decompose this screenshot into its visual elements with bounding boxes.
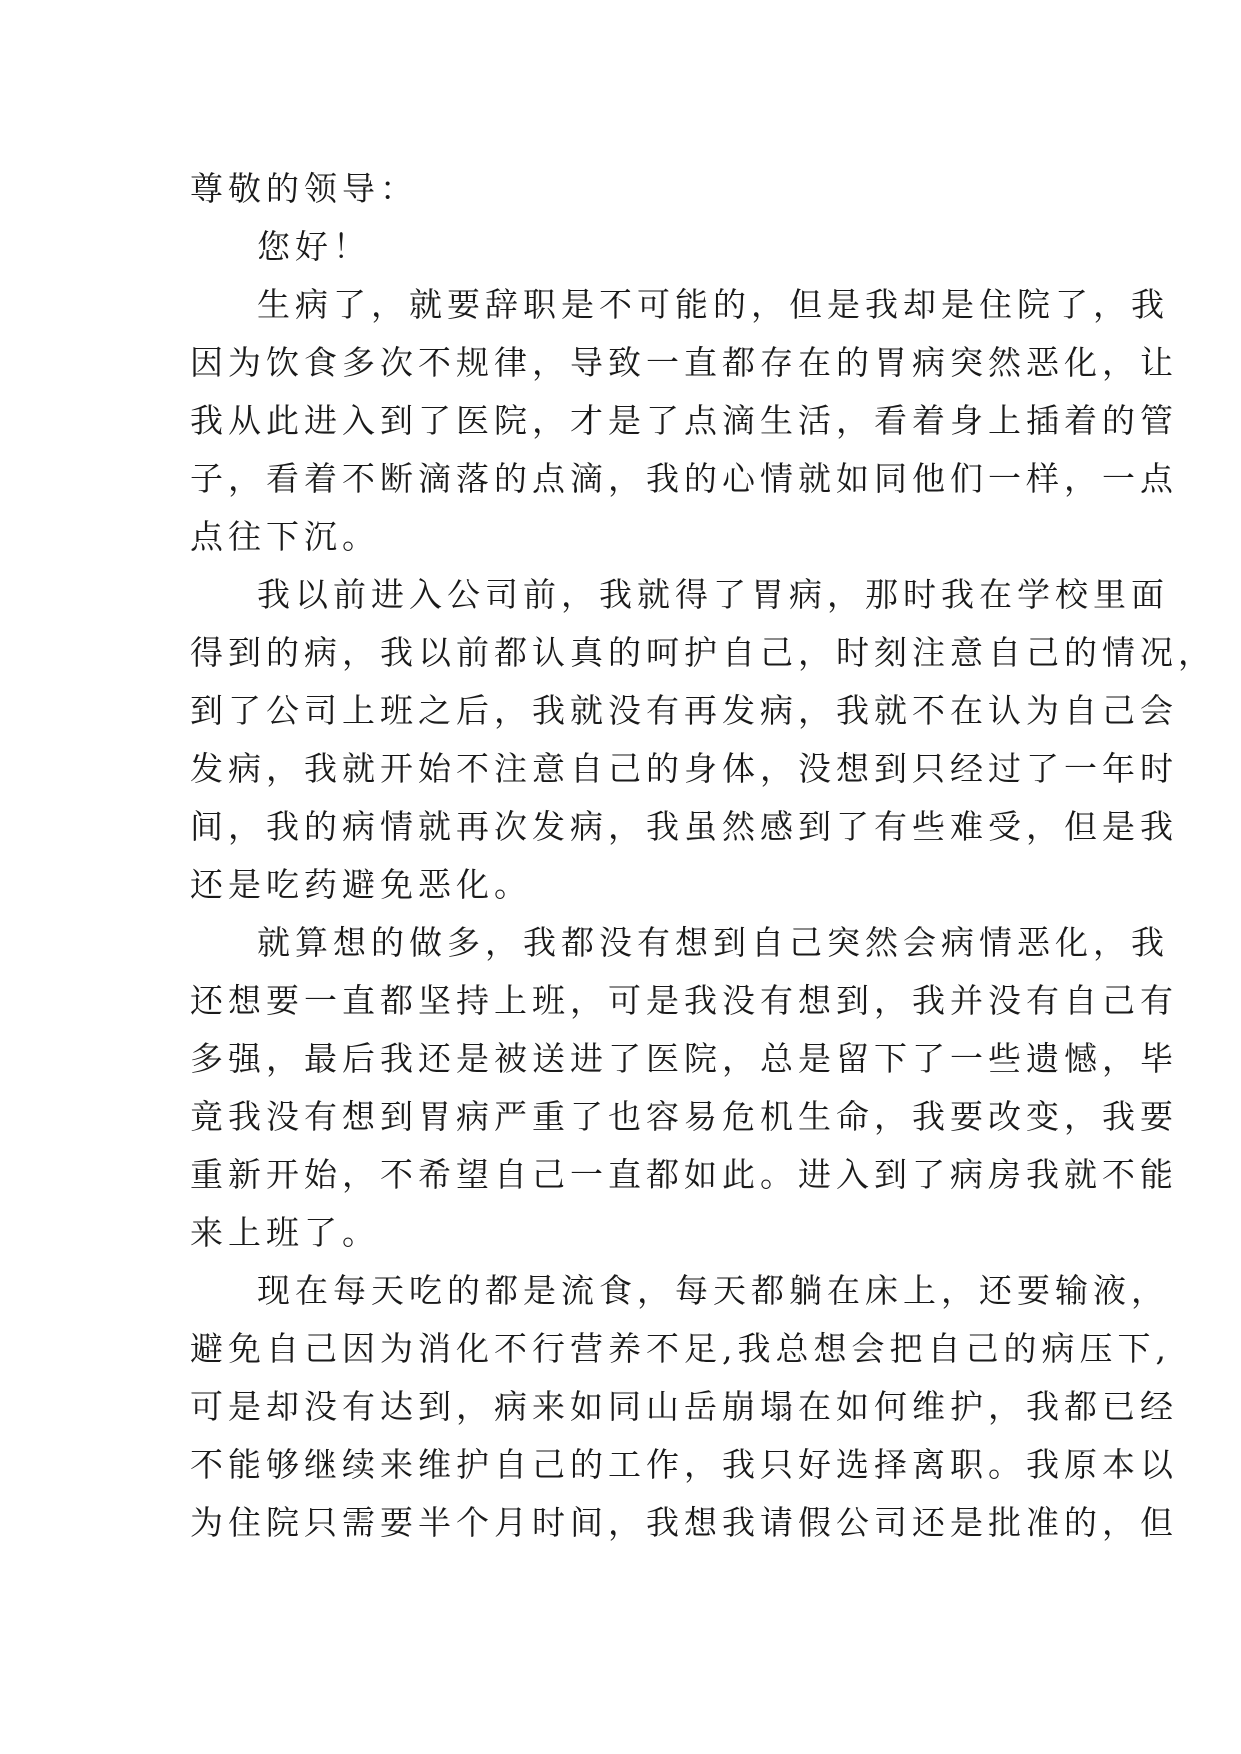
paragraph-4 — [190, 1262, 1178, 1552]
paragraph-line: 多强，最后我还是被送进了医院，总是留下了一些遗憾，毕 — [190, 1039, 1178, 1078]
letter-body — [190, 160, 1216, 1552]
paragraph-line: 还想要一直都坚持上班，可是我没有想到，我并没有自己有 — [190, 981, 1178, 1020]
paragraph-line: 为住院只需要半个月时间，我想我请假公司还是批准的，但 — [190, 1503, 1178, 1542]
paragraph-line: 发病，我就开始不注意自己的身体，没想到只经过了一年时 — [190, 749, 1178, 788]
paragraph-line: 因为饮食多次不规律，导致一直都存在的胃病突然恶化，让 — [190, 343, 1178, 382]
paragraph-line: 得到的病，我以前都认真的呵护自己，时刻注意自己的情况， — [190, 633, 1216, 672]
paragraph-line: 我从此进入到了医院，才是了点滴生活，看着身上插着的管 — [190, 401, 1178, 440]
paragraph-line: 重新开始，不希望自己一直都如此。进入到了病房我就不能 — [190, 1155, 1178, 1194]
paragraph-line: 竟我没有想到胃病严重了也容易危机生命，我要改变，我要 — [190, 1097, 1178, 1136]
paragraph-line: 还是吃药避免恶化。 — [190, 865, 532, 904]
salutation: 尊敬的领导： — [190, 169, 418, 208]
paragraph-line: 避免自己因为消化不行营养不足,我总想会把自己的病压下, — [190, 1329, 1171, 1368]
paragraph-2 — [190, 566, 1216, 914]
paragraph-line: 不能够继续来维护自己的工作，我只好选择离职。我原本以 — [190, 1445, 1178, 1484]
paragraph-line: 我以前进入公司前，我就得了胃病，那时我在学校里面 — [257, 575, 1169, 614]
paragraph-3 — [190, 914, 1178, 1262]
paragraph-line: 点往下沉。 — [190, 517, 380, 556]
paragraph-line: 来上班了。 — [190, 1213, 380, 1252]
paragraph-line: 生病了，就要辞职是不可能的，但是我却是住院了，我 — [257, 285, 1169, 324]
paragraph-line: 就算想的做多，我都没有想到自己突然会病情恶化，我 — [257, 923, 1169, 962]
paragraph-line: 现在每天吃的都是流食，每天都躺在床上，还要输液， — [257, 1271, 1169, 1310]
paragraph-line: 可是却没有达到，病来如同山岳崩塌在如何维护，我都已经 — [190, 1387, 1178, 1426]
paragraph-line: 间，我的病情就再次发病，我虽然感到了有些难受，但是我 — [190, 807, 1178, 846]
paragraph-line: 子，看着不断滴落的点滴，我的心情就如同他们一样，一点 — [190, 459, 1178, 498]
paragraph-line: 到了公司上班之后，我就没有再发病，我就不在认为自己会 — [190, 691, 1178, 730]
paragraph-1 — [190, 276, 1178, 566]
greeting: 您好！ — [257, 227, 371, 266]
